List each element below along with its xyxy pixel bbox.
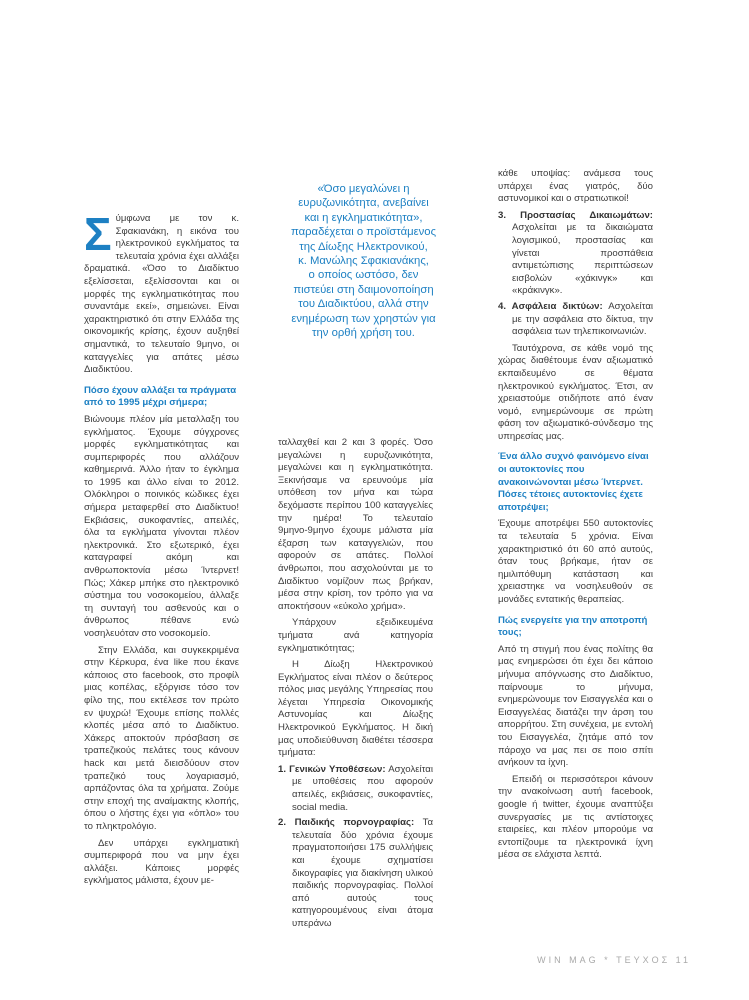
quote-line: ο οποίος ωστόσο, δεν (308, 269, 419, 282)
quote-line: του Διαδικτύου, αλλά στην (298, 298, 429, 311)
list-item-text: Τα τελευταία δύο χρόνια έχουμε πραγματοποιήσει 175 συλλήψεις και έχουμε σχηματίσει δικογραφίες για διακίνηση υλικού παιδικής πορνογραφίας. Πολλοί από αυτούς τους κατηγορουμένους είναι άτομα υπεράνω (292, 817, 433, 929)
quote-line: ενημέρωση των χρηστών για (291, 312, 436, 325)
list-item-title: 1. Γενικών Υποθέσεων: (278, 763, 386, 775)
list-item-text: Ασχολείται με τα δικαιώματα λογισμικού, προστασίας και γίνεται προσπάθεια αντιμετώπισης περιπτώσεων εισβολών «χάκινγκ» και «κράκινγκ». (512, 222, 653, 297)
answer-paragraph: Ταυτόχρονα, σε κάθε νομό της χώρας διαθέτουμε έναν αξιωματικό εκπαιδευμένο σε θέματα ηλεκτρονικού εγκλήματος. Έτσι, αν χρειαστούμε οτιδήποτε από έναν νομό, ενημερώνουμε σε πρώτη φάση τον αξιωματικό-σύνδεσμο της υπηρεσίας μας. (498, 342, 653, 442)
quote-line: την ορθή χρήση του. (312, 327, 415, 340)
answer-paragraph: Η Δίωξη Ηλεκτρονικού Εγκλήματος είναι πλέον ο δεύτερος πόλος μιας μεγάλης Υπηρεσίας που λέγεται Υπηρεσία Οικονομικής Αστυνομίας και Δίωξης Ηλεκτρονικού Εγκλήματος. Η δική μας υποδιεύθυνση διαθέτει τέσσερα τμήματα: (278, 659, 433, 759)
department-list (278, 764, 433, 931)
department-list-continued (498, 210, 653, 339)
quote-line: «Όσο μεγαλώνει η (317, 183, 410, 195)
quote-line: κ. Μανώλης Σφακιανάκης, (298, 255, 429, 268)
column-2 (278, 437, 433, 935)
list-item-title: 4. Ασφάλεια δικτύων: (498, 300, 603, 312)
list-item (278, 764, 433, 814)
intro-paragraph (84, 208, 239, 377)
answer-paragraph: Από τη στιγμή που ένας πολίτης θα μας ενημερώσει ότι έχει δει κάποιο μήνυμα απόγνωσης στο Διαδίκτυο, παίρνουμε το μήνυμα, ενημερώνουμε τον Εισαγγελέα και ο Εισαγγελέας διατάζει την άρση του απορρήτου. Στη συνέχεια, με εντολή του Εισαγγελέα, ζητάμε από τον πάροχο να μας πει σε ποιο σπίτι ανήκουν τα ίχνη. (498, 643, 653, 769)
answer-paragraph: κάθε υποψίας: ανάμεσα τους υπάρχει ένας γιατρός, δύο αστυνομικοί και ο στρατιωτικοί! (498, 168, 653, 205)
answer-paragraph: Δεν υπάρχει εγκληματική συμπεριφορά που να μην έχει αλλάξει. Κάποιες μορφές εγκλήματος μάλιστα, έχουν με- (84, 837, 239, 887)
quote-line: παραδέχεται ο προϊστάμενος (290, 226, 437, 239)
answer-paragraph: Υπάρχουν εξειδικευμένα τμήματα ανά κατηγορία εγκληματικότητας; (278, 617, 433, 654)
answer-paragraph: Επειδή οι περισσότεροι κάνουν την ανακοίνωση αυτή facebook, google ή twitter, έχουμε αναπτύξει συνεργασίες με τις αντίστοιχες εταιρείες, και πλέον μπορούμε να εντοπίζουμε τα ηλεκτρονικά ίχνη μέσα σε ελάχιστα λεπτά. (498, 773, 653, 861)
list-item (498, 301, 653, 339)
quote-line: ευρυζωνικότητα, ανεβαίνει (298, 197, 429, 210)
list-item-title: 2. Παιδικής πορνογραφίας: (278, 817, 415, 829)
question-heading: Ένα άλλο συχνό φαινόμενο είναι οι αυτοκτονίες που ανακοινώνονται μέσω Ίντερνετ. Πόσες τέτοιες αυτοκτονίες έχετε αποτρέψει; (498, 451, 649, 513)
list-item (498, 210, 653, 298)
question-heading: Πώς ενεργείτε για την αποτροπή τους; (498, 614, 648, 639)
answer-paragraph: Έχουμε αποτρέψει 550 αυτοκτονίες τα τελευταία 5 χρόνια. Είναι χαρακτηριστικό ότι 60 από αυτούς, όταν τους βρήκαμε, ήταν σε ημιλιπόθυμη κατάσταση και χρειαστηκε να νοσηλευθούν σε μονάδες εντατικής θεραπείας. (498, 518, 653, 605)
quote-line: της Δίωξης Ηλεκτρονικού, (299, 240, 428, 253)
column-1 (84, 208, 239, 892)
answer-paragraph: Βιώνουμε πλέον μία μεταλλαξη του εγκλήματος. Έχουμε σύγχρονες μορφές εγκληματικότητας και συμπεριφορές που αλλάζουν καθημερινά. Άλλο ήταν το έγκλημα το 1995 και άλλο είναι το 2012. Ολόκληροι ο ποινικός κώδικες έχει σήμερα μεταφερθεί στο Διαδίκτυο! Εκβιάσεις, συκοφαντίες, απειλές, όλα τα εγκλήματα γίνονται πλέον ηλεκτρονικά. Στο εξωτερικό, έχει καταγραφεί ακόμη και ανθρωποκτονία μέσω Ίντερνετ! Πώς; Χάκερ μπήκε στο ηλεκτρονικό σύστημα του νοσοκομείου, άλλαξε τη συνταγή του ασθενούς και ο άνθρωπος πέθανε ενώ νοσηλευόταν στο νοσοκομείο. (84, 413, 239, 639)
pull-quote (271, 182, 456, 340)
answer-paragraph: ταλλαχθεί και 2 και 3 φορές. Όσο μεγαλώνει η ευρυζωνικότητα, μεγαλώνει και η εγκληματικότητα. Ξεκινήσαμε να ερευνούμε μία υπόθεση τον μήνα και τώρα δεχόμαστε περίπου 100 καταγγελίες την ημέρα! Το τελευταίο 9μηνο-9μηνο έχουμε μάλιστα μία έξαρση των καταγγελιών, που αφορούν σε απάτες. Πολλοί άνθρωποι, που ασχολούνται με το Διαδίκτυο νομίζουν πως βρήκαν, μέσα στην κρίση, τον τρόπο για να αποκτήσουν «εύκολο χρήμα». (278, 437, 433, 612)
quote-line: πιστεύει στη δαιμονοποίηση (293, 283, 434, 296)
list-item-text: Ασχολείται με την ασφάλεια στο δίκτυα, την ασφάλεια των τηλεπικοινωνιών. (512, 300, 653, 338)
intro-text: ύμφωνα με τον κ. Σφακιανάκη, η εικόνα του ηλεκτρονικού εγκλήματος τα τελευταία χρόνια έχει αλλάξει δραματικά. «Όσο το Διαδίκτυο εξελίσσεται, εξελίσσονται και οι μορφές της εγκληματικότητας που συναντάμε εκεί», σημειώνει. Είναι χαρακτηριστικό ότι στην Ελλάδα της οικονομικής κρίσης, έχουν αυξηθεί σημαντικά, το τελευταίο 9μηνο, οι καταγγελίες για απάτες μέσω Διαδικτύου. (84, 213, 239, 376)
list-item-title: 3. Προστασίας Δικαιωμάτων: (498, 209, 653, 221)
drop-cap: Σ (84, 208, 112, 260)
question-heading: Πόσο έχουν αλλάξει τα πράγματα από το 1995 μέχρι σήμερα; (84, 384, 237, 409)
answer-paragraph: Στην Ελλάδα, και συγκεκριμένα στην Κέρκυρα, ένα like που έκανε κάποιος στο facebook, στο προφίλ μιας κοπέλας, εξόργισε τόσο τον φίλο της, που εκτέλεσε τον πρώτο εν ψυχρώ! Έχουμε επίσης πολλές κλοπές μέσα από το Διαδίκτυο. Χάκερς αποκτούν πρόσβαση σε τραπεζικούς πελάτες τους κάνουν hack και μετά διεισδύουν στον τραπεζικό τους λογαριασμό, αρπάζοντας όλα τα χρήματα. Ζούμε στην εποχή της αναίμακτης κλοπής, όπου ο λήστης έχει για «όπλο» του το πληκτρολόγιο. (84, 644, 239, 832)
page-footer: WIN MAG * ΤΕΥΧΟΣ 11 (537, 955, 691, 965)
list-item-text: Ασχολείται με υποθέσεις που αφορούν απειλές, εκβιάσεις, συκοφαντίες, social media. (292, 763, 433, 813)
column-3 (498, 168, 653, 866)
list-item (278, 817, 433, 930)
quote-line: και η εγκληματικότητα», (304, 211, 423, 224)
